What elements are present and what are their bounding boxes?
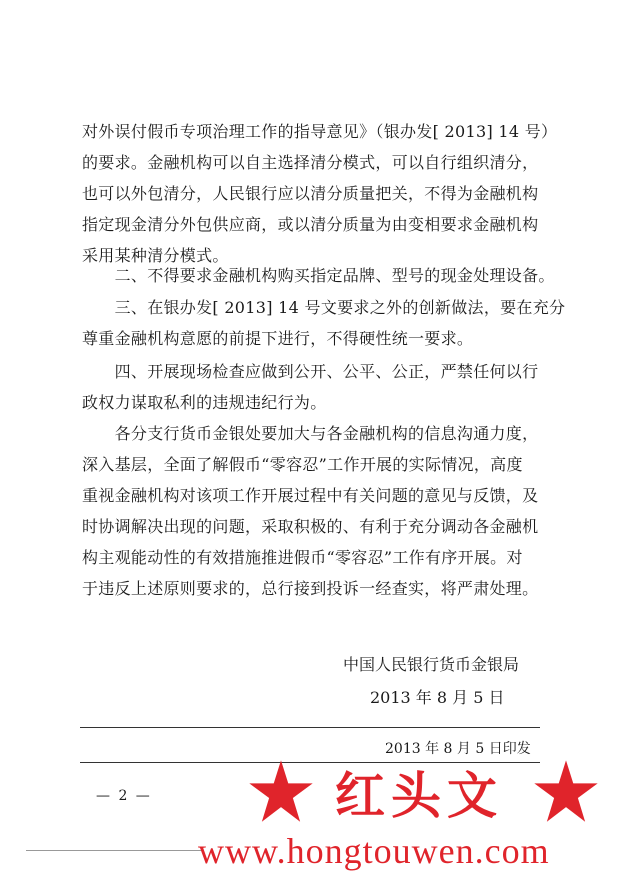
page-number: — 2 — [96, 788, 152, 804]
paragraph-3 [82, 292, 566, 354]
paragraph-1 [82, 116, 558, 271]
paragraph-5 [82, 418, 542, 604]
paragraph-line: 也可以外包清分，人民银行应以清分质量把关，不得为金融机构 [82, 184, 539, 203]
star-icon [533, 760, 599, 824]
paragraph-line: 四、开展现场检查应做到公开、公平、公正，严禁任何以行 [82, 362, 539, 381]
paragraph-line: 深入基层，全面了解假币“零容忍”工作开展的实际情况，高度 [82, 455, 523, 474]
watermark-title: 红头文 [335, 767, 503, 825]
top-rule [80, 727, 540, 728]
paragraph-2 [82, 260, 555, 291]
paragraph-line: 对外误付假币专项治理工作的指导意见》（银办发[ 2013] 14 号） [82, 122, 558, 141]
signature-organization: 中国人民银行货币金银局 [343, 655, 520, 674]
print-date: 2013 年 8 月 5 日印发 [385, 741, 531, 757]
paragraph-line: 二、不得要求金融机构购买指定品牌、型号的现金处理设备。 [82, 266, 555, 285]
watermark-url: www.hongtouwen.com [198, 831, 550, 871]
paragraph-line: 指定现金清分外包供应商，或以清分质量为由变相要求金融机构 [82, 215, 539, 234]
paragraph-line: 各分支行货币金银处要加大与各金融机构的信息沟通力度， [82, 424, 539, 443]
paragraph-line: 重视金融机构对该项工作开展过程中有关问题的意见与反馈，及 [82, 486, 539, 505]
paragraph-line: 政权力谋取私利的违规违纪行为。 [82, 393, 327, 412]
paragraph-line: 构主观能动性的有效措施推进假币“零容忍”工作有序开展。对 [82, 548, 523, 567]
signature-date: 2013 年 8 月 5 日 [370, 688, 505, 707]
paragraph-line: 于违反上述原则要求的，总行接到投诉一经查实，将严肃处理。 [82, 579, 539, 598]
paragraph-4 [82, 356, 542, 418]
paragraph-line: 时协调解决出现的问题，采取积极的、有利于充分调动各金融机 [82, 517, 539, 536]
watermark [0, 752, 621, 878]
star-icon [248, 760, 314, 824]
paragraph-line: 尊重金融机构意愿的前提下进行，不得硬性统一要求。 [82, 329, 474, 348]
paragraph-line: 的要求。金融机构可以自主选择清分模式，可以自行组织清分， [82, 153, 539, 172]
paragraph-line: 采用某种清分模式。 [82, 246, 229, 265]
paragraph-line: 三、在银办发[ 2013] 14 号文要求之外的创新做法，要在充分 [82, 298, 566, 317]
